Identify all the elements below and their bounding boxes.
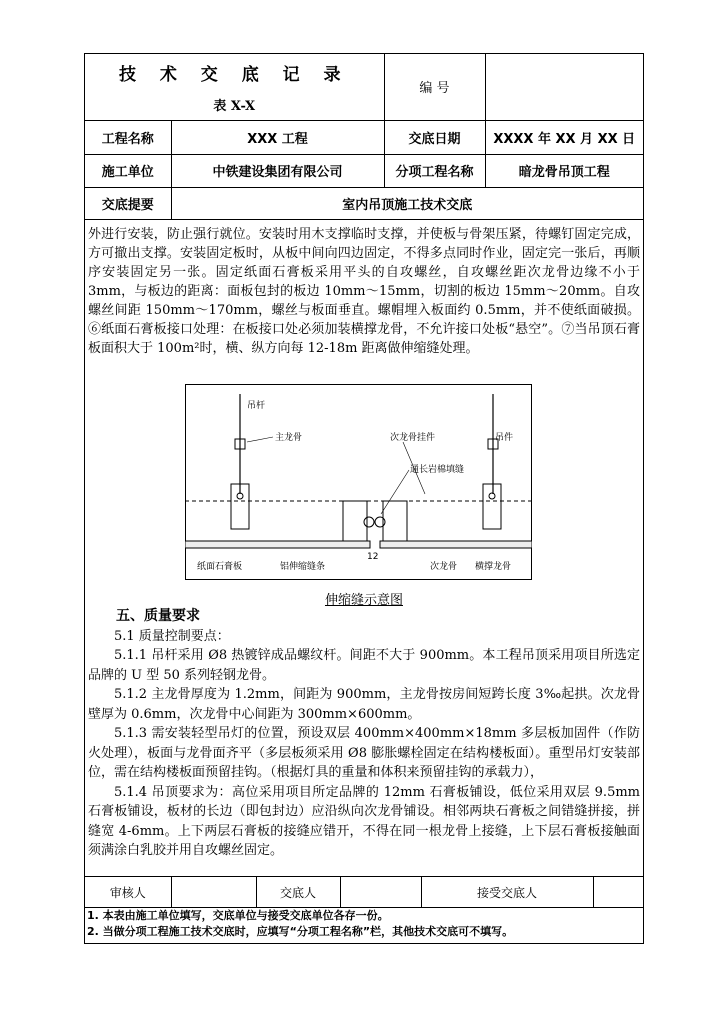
gypsum-board-right: [380, 541, 532, 548]
quality-point-5-1-3: 5.1.3 需安装轻型吊灯的位置，预设双层 400mm×400mm×18mm 多层板加固件（作防火处理），板面与龙骨面齐平（多层板须采用 Ø8 膨胀螺栓固定在结构楼板面）。重型吊灯安装部位，需在结构楼板面预留挂钩。（根据灯具的重量和体积来预留挂钩的承载力），: [88, 726, 640, 780]
sub-project-label: 分项工程名称: [384, 154, 485, 187]
form-number: 表 X-X: [213, 98, 256, 114]
quality-point-5-1-4: 5.1.4 吊顶要求为：高位采用项目所定品牌的 12mm 石膏板铺设，低位采用双层 9.5mm 石膏板铺设，板材的长边（即包封边）应沿纵向次龙骨铺设。相邻两块石膏板之间错缝拼接，拼缝宽 4-6mm。上下两层石膏板的接缝应错开，不得在同一根龙骨上接缝，上下层石膏板接触面须满涂白乳胶并用自攻螺丝固定。: [88, 784, 640, 858]
presenter-label: 交底人: [256, 877, 340, 908]
title-cell: [85, 54, 384, 120]
label-sub-keel-hanger: 次龙骨挂件: [390, 433, 436, 443]
form-title: 技 术 交 底 记 录: [118, 64, 350, 85]
quality-section: [88, 607, 640, 861]
expansion-joint-diagram: [185, 384, 532, 580]
reviewer-signature[interactable]: [171, 877, 256, 908]
number-label: 编 号: [384, 54, 485, 120]
label-aluminum-strip: 铝伸缩缝条: [280, 562, 326, 572]
label-cross-keel: 横撑龙骨: [475, 562, 512, 572]
note-1: 1. 本表由施工单位填写，交底单位与接受交底单位各存一份。: [87, 909, 389, 922]
summary-label: 交底提要: [85, 187, 171, 219]
label-rock-wool: 通长岩棉填缝: [410, 465, 465, 475]
sub-keel-left: [343, 501, 367, 541]
diagram-caption-text: 伸缩缝示意图: [324, 593, 403, 608]
rock-wool: [364, 517, 374, 527]
quality-point-5-1-1: 5.1.1 吊杆采用 Ø8 热镀锌成品螺纹杆。间距不大于 900mm。本工程吊顶采用项目所选定品牌的 U 型 50 系列轻钢龙骨。: [88, 648, 640, 683]
label-gypsum-board: 纸面石膏板: [197, 562, 243, 572]
diagram-caption: [85, 589, 643, 608]
project-name: XXX 工程: [171, 120, 384, 154]
note-2: 2. 当做分项工程施工技术交底时，应填写“分项工程名称”栏，其他技术交底可不填写。: [87, 925, 514, 938]
label-gap: 12: [367, 552, 379, 562]
gypsum-board-left: [185, 541, 370, 548]
date-label: 交底日期: [384, 120, 485, 154]
date-value: XXXX 年 XX 月 XX 日: [485, 120, 643, 154]
label-main-keel: 主龙骨: [275, 433, 303, 443]
hanger-right: [483, 484, 501, 529]
label-hanger: 吊件: [495, 433, 514, 443]
summary-value: 室内吊顶施工技术交底: [171, 187, 643, 219]
label-hanger-rod: 吊杆: [247, 401, 266, 411]
receiver-label: 接受交底人: [421, 877, 593, 908]
reviewer-label: 审核人: [85, 877, 171, 908]
project-name-label: 工程名称: [85, 120, 171, 154]
header-table: [85, 54, 643, 220]
quality-heading: 五、质量要求: [116, 608, 200, 624]
receiver-signature[interactable]: [593, 877, 643, 908]
presenter-signature[interactable]: [340, 877, 421, 908]
number-value: [485, 54, 643, 120]
body-text-block: [88, 225, 640, 358]
sub-keel-right: [383, 501, 407, 541]
quality-point-5-1-2: 5.1.2 主龙骨厚度为 1.2mm，间距为 900mm，主龙骨按房间短跨长度 3‰起拱。次龙骨壁厚为 0.6mm，次龙骨中心间距为 300mm×600mm。: [88, 687, 640, 722]
sub-project-value: 暗龙骨吊顶工程: [485, 154, 643, 187]
technical-disclosure-form: [84, 53, 644, 944]
quality-point-5-1: 5.1 质量控制要点：: [114, 628, 230, 644]
unit-value: 中铁建设集团有限公司: [171, 154, 384, 187]
bolt-right: [489, 493, 495, 499]
form-notes: [85, 907, 643, 940]
signature-table: [85, 876, 643, 908]
unit-label: 施工单位: [85, 154, 171, 187]
body-paragraph: 外进行安装，防止强行就位。安装时用木支撑临时支撑，并使板与骨架压紧，待螺钉固定完成，方可撤出支撑。安装固定板时，从板中间向四边固定，不得多点同时作业，固定完一张后，再顺序安装固定另一张。固定纸面石膏板采用平头的自攻螺丝，自攻螺丝距次龙骨边缘不小于 3mm，与板边的距离：面板包封的板边 10mm～15mm，切割的板边 15mm～20mm。自攻螺丝间距 150mm～170mm，螺丝与板面垂直。螺帽埋入板面约 0.5mm，并不使纸面破损。⑥纸面石膏板接口处理：在板接口处必须加装横撑龙骨，不允许接口处板“悬空”。⑦当吊顶石膏板面积大于 100m²时，横、纵方向每 12-18m 距离做伸缩缝处理。: [88, 227, 640, 356]
label-sub-keel: 次龙骨: [430, 562, 458, 572]
